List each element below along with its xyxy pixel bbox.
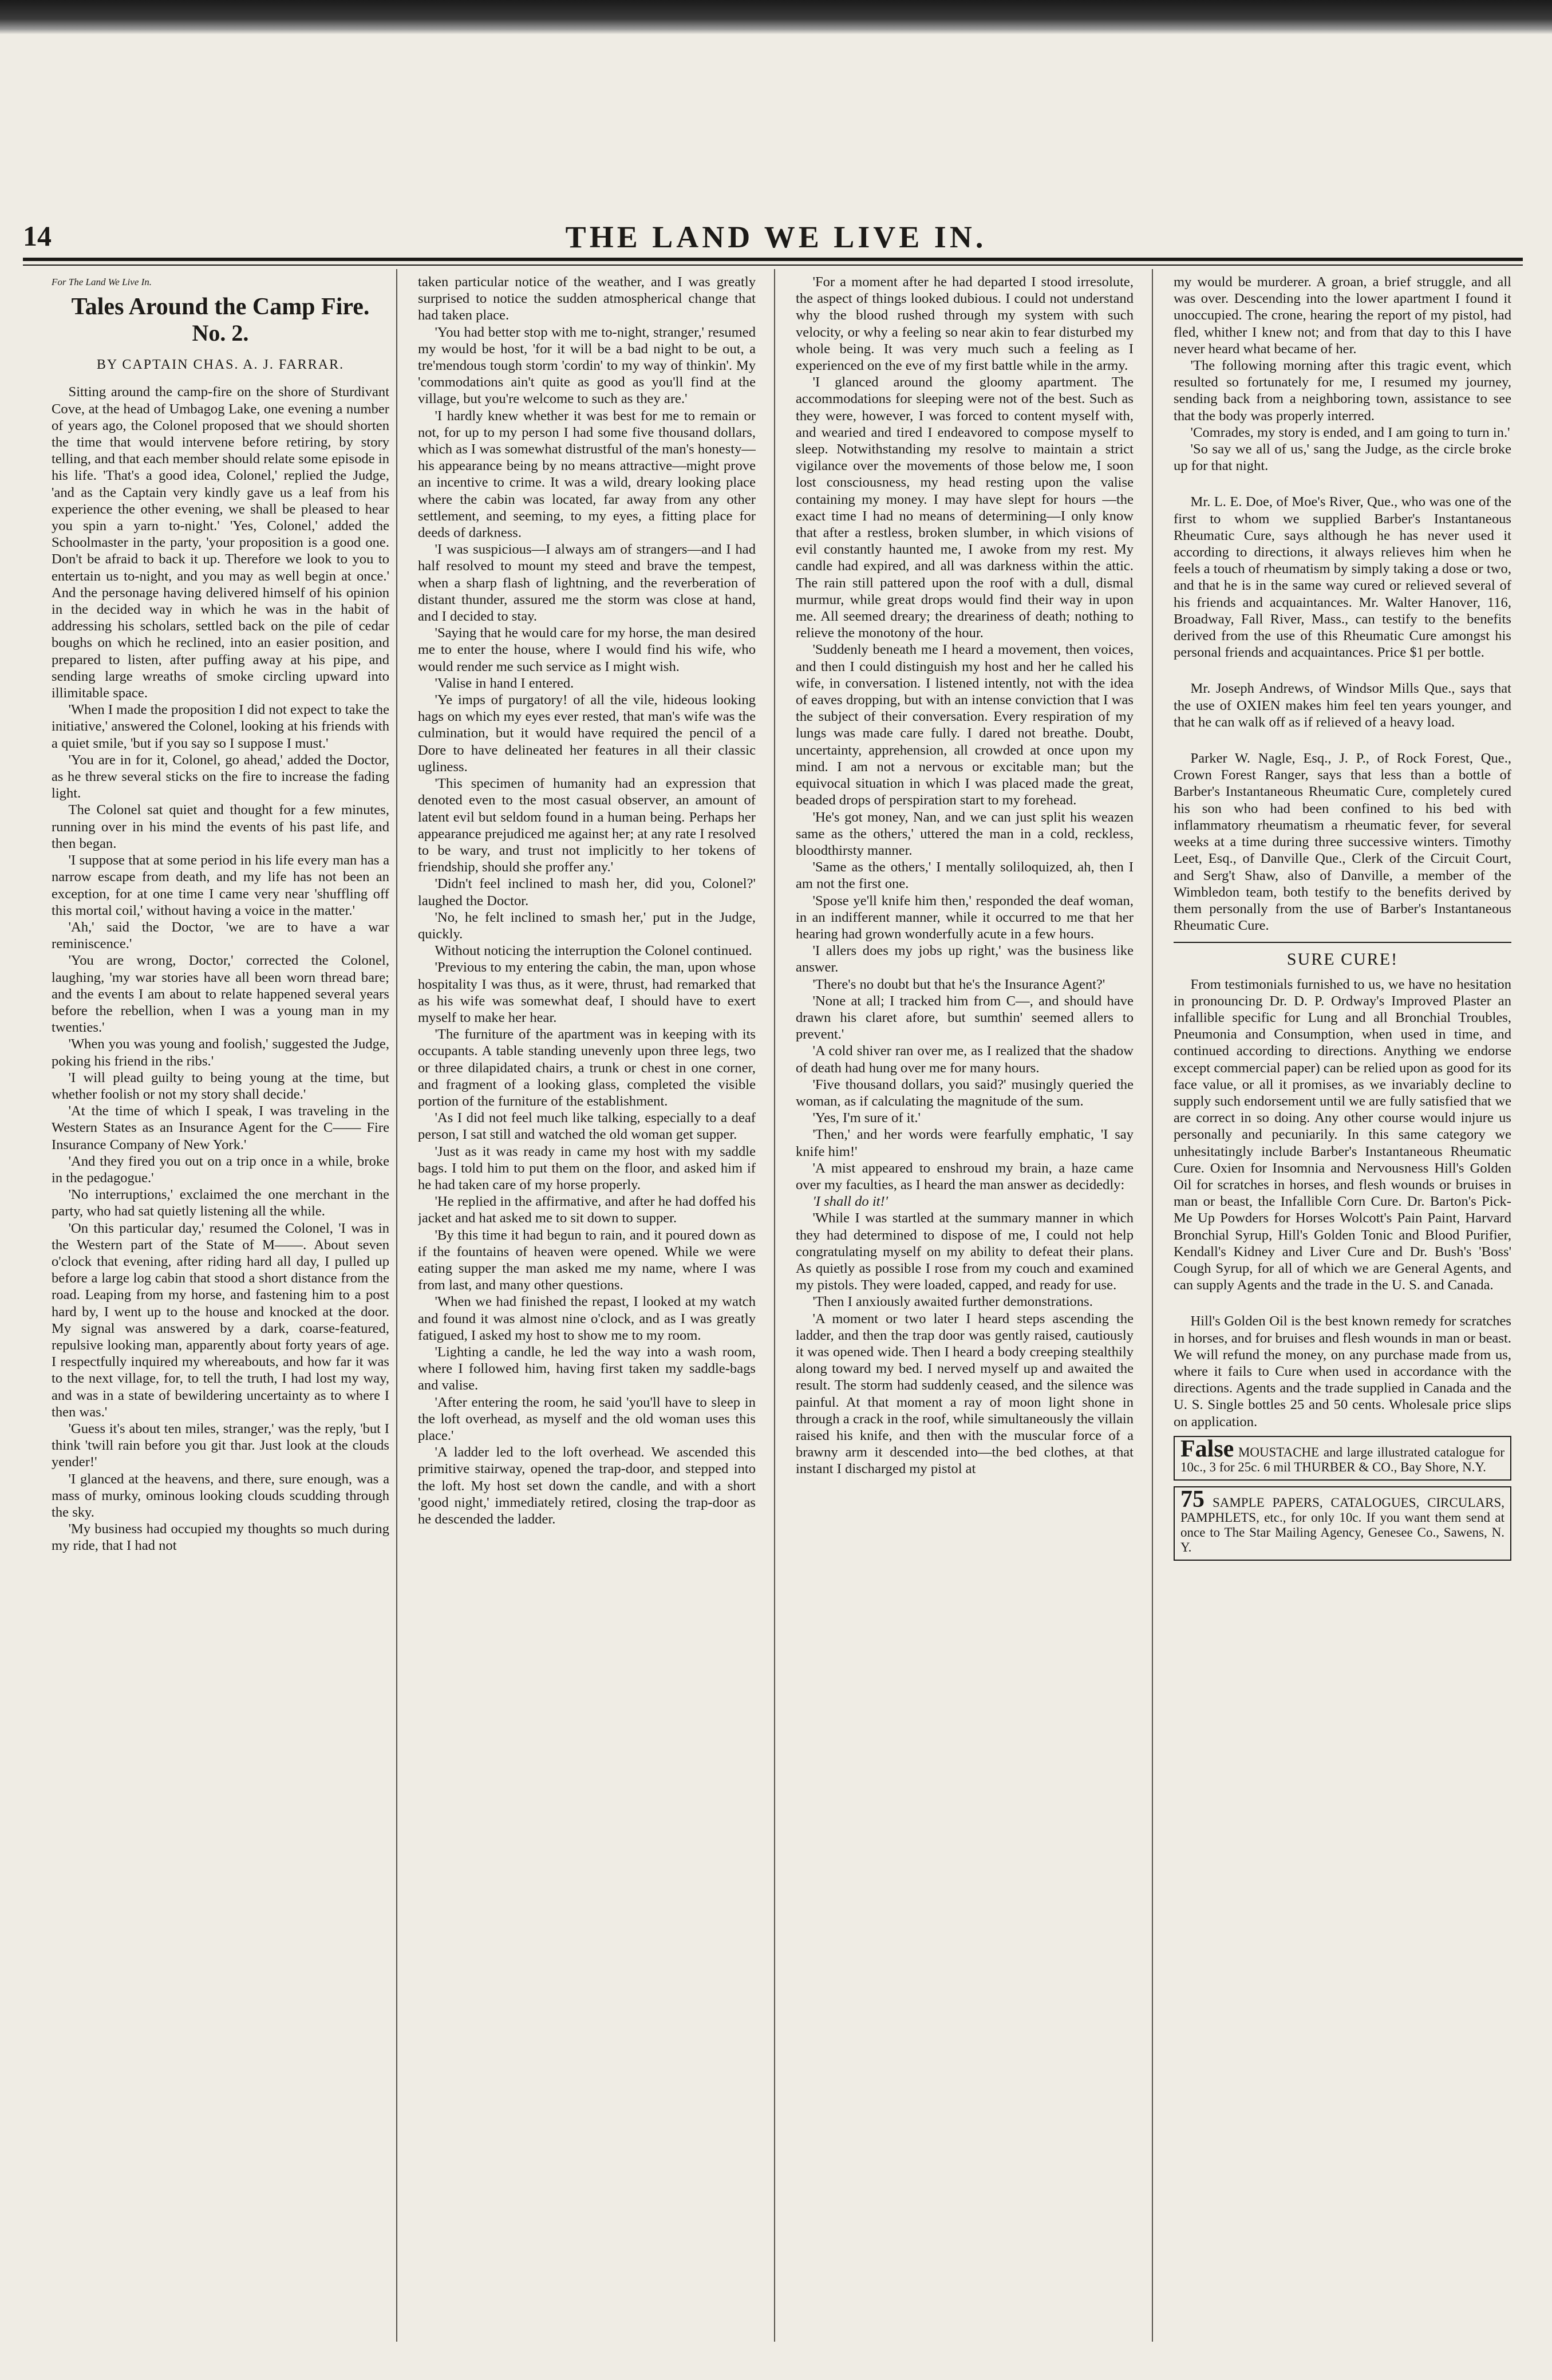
story-subtitle: No. 2.: [192, 320, 249, 346]
column-rule: [396, 269, 397, 2342]
paragraph: 'Previous to my entering the cabin, the man, upon whose hospitality I was thus, as it were, thrust, had remarked that as his wife was somewhat deaf, I should have to exert myself to make her hear.: [418, 960, 756, 1025]
spacer: [1174, 661, 1511, 680]
paragraph: 'When I made the proposition I did not expect to take the initiative,' answered the Colonel, looking at his friends with a quiet smile, 'but if you say so I suppose I must.': [52, 702, 389, 751]
paragraph: 'By this time it had begun to rain, and it poured down as if the fountains of heaven were opened. While we were eating supper the man asked me my name, where I was from last, and many other questions.: [418, 1227, 756, 1293]
paragraph: Sitting around the camp-fire on the shore of Sturdivant Cove, at the head of Umbagog Lake, one evening a number of years ago, the Colonel proposed that we should shorten the time that would intervene before retiring, by story telling, and that each member should relate some episode in his life. 'That's a good idea, Colonel,' replied the Judge, 'and as the Captain very kindly gave us a leaf from his experience the other evening, we shall be pleased to hear you spin a yarn to-night.' 'Yes, Colonel,' added the Schoolmaster in the party, 'your proposition is a good one. Don't be afraid to back it up. Therefore we look to you to entertain us to-night, and you may as well begin at once.' And the personage having delivered himself of his opinion in the decided way in which he was in the habit of addressing his scholars, settled back on the pile of cedar boughs on which he reclined, into an easier position, and prepared to listen, after puffing away at his pipe, and sending large wreaths of smoke circling upward into illimitable space.: [52, 384, 389, 701]
paragraph: 'I glanced at the heavens, and there, sure enough, was a mass of murky, ominous looking clouds scudding through the sky.: [52, 1471, 389, 1521]
paragraph: 'This specimen of humanity had an expression that denoted even to the most casual observer, an amount of latent evil but seldom found in a human being. Perhaps her appearance prejudiced me against her; at any rate I resolved to be wary, and trust not implicitly to her tokens of friendship, should she proffer any.': [418, 776, 756, 875]
column-rule: [774, 269, 775, 2342]
paragraph: 'Didn't feel inclined to mash her, did you, Colonel?' laughed the Doctor.: [418, 876, 756, 909]
paragraph: my would be murderer. A groan, a brief struggle, and all was over. Descending into the lower apartment I found it unoccupied. The crone, hearing the report of my pistol, had fled, whither I knew not; and from that day to this I have never heard what became of her.: [1174, 274, 1511, 357]
header-rule: [23, 258, 1523, 261]
column-3: [796, 274, 1134, 2323]
paragraph: 'The following morning after this tragic event, which resulted so fortunately for me, I resumed my journey, sending back from a neighboring town, assistance to see that the body was properly interred.: [1174, 358, 1511, 424]
paragraph: 'Lighting a candle, he led the way into a wash room, where I followed him, having first taken my saddle-bags and valise.: [418, 1344, 756, 1394]
paragraph: 'He replied in the affirmative, and after he had doffed his jacket and hat asked me to sit down to supper.: [418, 1194, 756, 1226]
classified-ad-moustache: [1174, 1436, 1511, 1481]
paragraph: 'I will plead guilty to being young at the time, but whether foolish or not my story shall decide.': [52, 1069, 389, 1102]
paragraph: 'For a moment after he had departed I stood irresolute, the aspect of things looked dubious. I could not understand why the blood rushed through my system with such velocity, or why a feeling so near akin to fear disturbed my whole being. It was very much such a feeling as I experienced on the eve of my first battle while in the army.: [796, 274, 1134, 374]
spacer: [1174, 731, 1511, 750]
paragraph: 'Yes, I'm sure of it.': [812, 1110, 921, 1126]
paragraph: 'A ladder led to the loft overhead. We ascended this primitive stairway, opened the trap-door, and stepped into the loft. My host set down the candle, and with a short 'good night,' immediately retired, closing the trap-door as he descended the ladder.: [418, 1444, 756, 1528]
scan-edge-smear: [0, 0, 1552, 34]
paragraph: 'The furniture of the apartment was in keeping with its occupants. A table standing unevenly upon three legs, two or three dilapidated chairs, a trunk or chest in one corner, and fragment of a looking glass, completed the visible portion of the furniture of the establishment.: [418, 1027, 756, 1109]
paragraph: 'At the time of which I speak, I was traveling in the Western States as an Insurance Agent for the C—— Fire Insurance Company of New York.': [52, 1103, 389, 1152]
page-number: 14: [23, 220, 52, 252]
header-rule-thin: [23, 265, 1523, 266]
paragraph: 'He's got money, Nan, and we can just split his weazen same as the others,' uttered the man in a cold, reckless, bloodthirsty manner.: [796, 809, 1134, 858]
paragraph: 'When you was young and foolish,' suggested the Judge, poking his friend in the ribs.': [52, 1036, 389, 1069]
paragraph: 'There's no doubt but that he's the Insurance Agent?': [812, 976, 1105, 992]
column-rule: [1152, 269, 1153, 2342]
paragraph: 'You are in for it, Colonel, go ahead,' added the Doctor, as he threw several sticks on the fire to increase the fading light.: [52, 752, 389, 802]
paragraph: taken particular notice of the weather, and I was greatly surprised to notice the sudden atmospherical change that had taken place.: [418, 274, 756, 323]
paragraph: 'Guess it's about ten miles, stranger,' was the reply, 'but I think 'twill rain before you git thar. Just look at the clouds yender!': [52, 1421, 389, 1470]
paragraph: 'I glanced around the gloomy apartment. The accommodations for sleeping were not of the best. Such as they were, however, I was forced to content myself with, and wearied and tired I endeavored to compose myself to sleep. Notwithstanding my resolve to maintain a strict vigilance over the movements of those below me, I soon lost consciousness, my head resting upon the valise containing my money. I may have slept for hours —the exact time I had no means of determining—I only know that after a restless, broken slumber, in which visions of evil constantly haunted me, I awoke from my rest. My candle had expired, and all was darkness within the attic. The rain still pattered upon the roof with a dull, dismal murmur, while great drops would find their way in upon me. All seemed dreary; the dreariness of death; nothing to relieve the monotony of the hour.: [796, 374, 1134, 641]
advertisement: Hill's Golden Oil is the best known remedy for scratches in horses, and for bruises and flesh wounds in man or beast. We will refund the money, on any purchase made from us, where it fails to Cure when used in accordance with the directions. Agents and the trade supplied in Canada and the U. S. Single bottles 25 and 50 cents. Wholesale price slips on application.: [1174, 1313, 1511, 1430]
running-head: THE LAND WE LIVE IN.: [565, 220, 987, 254]
paragraph: 'After entering the room, he said 'you'll have to sleep in the loft overhead, as myself and the old woman uses this place.': [418, 1394, 756, 1444]
paragraph: 'I suppose that at some period in his life every man has a narrow escape from death, and my life has not been an exception, for at one time I came very near 'shuffling off this mortal coil,' without having a voice in the matter.': [52, 852, 389, 918]
paragraph: 'When we had finished the repast, I looked at my watch and found it was almost nine o'clock, and as I was greatly fatigued, I asked my host to show me to my room.: [418, 1294, 756, 1343]
paragraph: 'I shall do it!': [812, 1194, 888, 1210]
advertisement: Mr. Joseph Andrews, of Windsor Mills Que., says that the use of OXIEN makes him feel ten years younger, and that he can walk off as if relieved of a heavy load.: [1174, 681, 1511, 730]
classified-ad-papers: [1174, 1486, 1511, 1561]
paragraph: 'Five thousand dollars, you said?' musingly queried the woman, as if calculating the magnitude of the sum.: [796, 1076, 1134, 1109]
paragraph: 'Ah,' said the Doctor, 'we are to have a war reminiscence.': [52, 919, 389, 952]
paragraph: 'Spose ye'll knife him then,' responded the deaf woman, in an indifferent manner, while it occurred to me that her hearing had grown wonderfully acute in a few hours.: [796, 893, 1134, 942]
spacer: [1174, 1293, 1511, 1313]
byline: BY CAPTAIN CHAS. A. J. FARRAR.: [96, 357, 345, 373]
paragraph: 'None at all; I tracked him from C—, and should have drawn his claret afore, but sumthin' seemed allers to prevent.': [796, 993, 1134, 1043]
paragraph: 'Suddenly beneath me I heard a movement, then voices, and then I could distinguish my host and her he called his wife, in conversation. I listened intently, not with the idea of eaves dropping, but with an intense conviction that I was the subject of their conversation. Every respiration of my lungs was made care fully. I dared not breathe. Doubt, uncertainty, apprehension, all crowded at once upon my mind. I am not a nervous or excitable man; but the equivocal situation in which I was placed made the great, beaded drops of perspiration start to my forehead.: [796, 642, 1134, 808]
story-credit: For The Land We Live In.: [52, 277, 152, 287]
paragraph: 'A cold shiver ran over me, as I realized that the shadow of death had hung over me for many hours.: [796, 1043, 1134, 1076]
paragraph: 'Comrades, my story is ended, and I am going to turn in.': [1190, 424, 1510, 440]
classified-ad-lead: False: [1180, 1435, 1234, 1462]
advertisement: From testimonials furnished to us, we have no hesitation in pronouncing Dr. D. P. Ordway's Improved Plaster an infallible specific for Lung and all Bronchial Troubles, Pneumonia and Consumption, when used in time, and continued according to directions. Anything we endorse except commercial paper) can be relied upon as good for its face value, or all it promises, as we invariably decline to supply such endorsement until we are fully satisfied that we are correct in so doing. Any other course would injure us personally and pecuniarily. In this same category we unhesitatingly include Barber's Instantaneous Rheumatic Cure. Oxien for Insomnia and Nervousness Hill's Golden Oil for scratches in horses, and flesh wounds or bruises in man or beast, the Infallible Corn Cure. Dr. Barton's Pick-Me Up Powders for Horses Wolcott's Pain Paint, Harvard Bronchial Syrup, Hill's Golden Tonic and Blood Purifier, Kendall's Kidney and Liver Cure and Dr. Bush's 'Boss' Cough Syrup, for all of which we are General Agents, and can supply Agents and the trade in the U. S. and Canada.: [1174, 976, 1511, 1293]
classified-ad-lead: 75: [1180, 1486, 1205, 1513]
paragraph: 'Just as it was ready in came my host with my saddle bags. I told him to put them on the floor, and asked him if he had taken care of my horse properly.: [418, 1143, 756, 1193]
paragraph: 'Saying that he would care for my horse, the man desired me to enter the house, where I would find his wife, who would render me such service as I might wish.: [418, 625, 756, 674]
paragraph: 'On this particular day,' resumed the Colonel, 'I was in the Western part of the State of M——. About seven o'clock that evening, after riding hard all day, I pulled up before a large log cabin that stood a short distance from the road. Leaping from my horse, and fastening him to a post hard by, I went up to the house and knocked at the door. My signal was answered by a dark, coarse-featured, repulsive looking man, apparently about forty years of age. I respectfully inquired my whereabouts, and how far it was to the next village, for, to tell the truth, I had lost my way, and was in a state of bewildering uncertainty as to where I then was.': [52, 1220, 389, 1420]
sure-cure-heading: SURE CURE!: [1286, 950, 1399, 969]
classified-ad-text: SAMPLE PAPERS, CATALOGUES, CIRCULARS, PAMPHLETS, etc., for only 10c. If you want them send at once to The Star Mailing Agency, Genesee Co., Sawens, N. Y.: [1180, 1495, 1505, 1554]
paragraph: 'Ye imps of purgatory! of all the vile, hideous looking hags on which my eyes ever rested, that man's wife was the culmination, but it would have required the pencil of a Dore to have delineated her features in all their classic ugliness.: [418, 692, 756, 775]
paragraph: 'You had better stop with me to-night, stranger,' resumed my would be host, 'for it will be a bad night to be out, a tre'mendous tough storm 'cordin' to my way of thinkin'. My 'commodations ain't quite as good as you'll find at the village, but you're welcome to such as they are.': [418, 324, 756, 407]
paragraph: 'Valise in hand I entered.: [435, 675, 574, 691]
paragraph: 'No interruptions,' exclaimed the one merchant in the party, who had sat quietly listening all the while.: [52, 1187, 389, 1219]
paragraph: 'Same as the others,' I mentally soliloquized, ah, then I am not the first one.: [796, 859, 1134, 892]
advertisement: Mr. L. E. Doe, of Moe's River, Que., who was one of the first to whom we supplied Barber's Instantaneous Rheumatic Cure, says although he has never used it according to directions, it always relieves him when he feels a touch of rheumatism by simply taking a dose or two, and that he is in the same way cured or relieved several of his friends and acquaintances. Mr. Walter Hanover, 116, Broadway, Fall River, Mass., can testify to the benefits derived from the use of this Rheumatic Cure amongst his personal friends and acquaintances. Price $1 per bottle.: [1174, 494, 1511, 661]
paragraph: The Colonel sat quiet and thought for a few minutes, running over in his mind the events of his past life, and then began.: [52, 802, 389, 851]
paragraph: 'My business had occupied my thoughts so much during my ride, that I had not: [52, 1521, 389, 1554]
column-1: [52, 274, 389, 2323]
spacer: [1174, 474, 1511, 494]
column-2: [418, 274, 756, 2323]
column-4: [1174, 274, 1511, 2323]
classified-ad-text: MOUSTACHE and large illustrated catalogue for 10c., 3 for 25c. 6 mil THURBER & CO., Bay Shore, N.Y.: [1180, 1444, 1504, 1474]
paragraph: 'And they fired you out on a trip once in a while, broke in the pedagogue.': [52, 1153, 389, 1186]
paragraph: 'I was suspicious—I always am of strangers—and I had half resolved to mount my steed and brave the tempest, when a sharp flash of lightning, and the reverberation of distant thunder, assured me the storm was close at hand, and I decided to stay.: [418, 542, 756, 625]
paragraph: Without noticing the interruption the Colonel continued.: [435, 943, 752, 959]
paragraph: 'So say we all of us,' sang the Judge, as the circle broke up for that night.: [1174, 441, 1511, 474]
paragraph: 'I allers does my jobs up right,' was the business like answer.: [796, 943, 1134, 976]
paragraph: 'A moment or two later I heard steps ascending the ladder, and then the trap door was gently raised, cautiously it was opened wide. Then I heard a body creeping stealthily along toward my bed. I nerved myself up and awaited the result. The storm had suddenly ceased, and the silence was painful. At that moment a ray of moon light shone in through a crack in the roof, while simultaneously the villain raised his knife, and then with the muscular force of a brawny arm it descended into—the bed clothes, at that instant I discharged my pistol at: [796, 1311, 1134, 1477]
advertisement: Parker W. Nagle, Esq., J. P., of Rock Forest, Que., Crown Forest Ranger, says that less than a bottle of Barber's Instantaneous Rheumatic Cure, completely cured his son who had been confined to his bed with inflammatory rheumatism a rheumatic fever, for several weeks at a time during three successive winters. Timothy Leet, Esq., of Danville Que., Clerk of the Circuit Court, and Serg't Shaw, also of Danville, a member of the Wimbledon team, both testify to the benefits derived by them personally from the use of Barber's Instantaneous Rheumatic Cure.: [1174, 751, 1511, 934]
paragraph: 'Then I anxiously awaited further demonstrations.: [812, 1294, 1093, 1310]
paragraph: 'Then,' and her words were fearfully emphatic, 'I say knife him!': [796, 1127, 1134, 1159]
paragraph: 'You are wrong, Doctor,' corrected the Colonel, laughing, 'my war stories have all been worn thread bare; and the events I am about to relate happened several years before the rebellion, when I was a young man in my twenties.': [52, 953, 389, 1036]
paragraph: 'As I did not feel much like talking, especially to a deaf person, I sat still and watched the old woman get supper.: [418, 1110, 756, 1143]
section-rule: [1174, 942, 1511, 943]
paragraph: 'I hardly knew whether it was best for me to remain or not, for up to my person I had some five thousand dollars, which as I was somewhat distrustful of the man's honesty—his appearance being by no means attractive—might prove an incentive to crime. It was a wild, dreary looking place where the cabin was located, far away from any other settlement, and seeming, to my eyes, a fitting place for deeds of darkness.: [418, 408, 756, 541]
paragraph: 'A mist appeared to enshroud my brain, a haze came over my faculties, as I heard the man answer as decidedly:: [796, 1160, 1134, 1193]
paragraph: 'No, he felt inclined to smash her,' put in the Judge, quickly.: [418, 909, 756, 942]
story-title: Tales Around the Camp Fire.: [71, 294, 370, 321]
paragraph: 'While I was startled at the summary manner in which they had determined to dispose of me, I could not help congratulating myself on my ability to defeat their plans. As quietly as possible I rose from my couch and examined my pistols. They were loaded, capped, and ready for use.: [796, 1210, 1134, 1293]
